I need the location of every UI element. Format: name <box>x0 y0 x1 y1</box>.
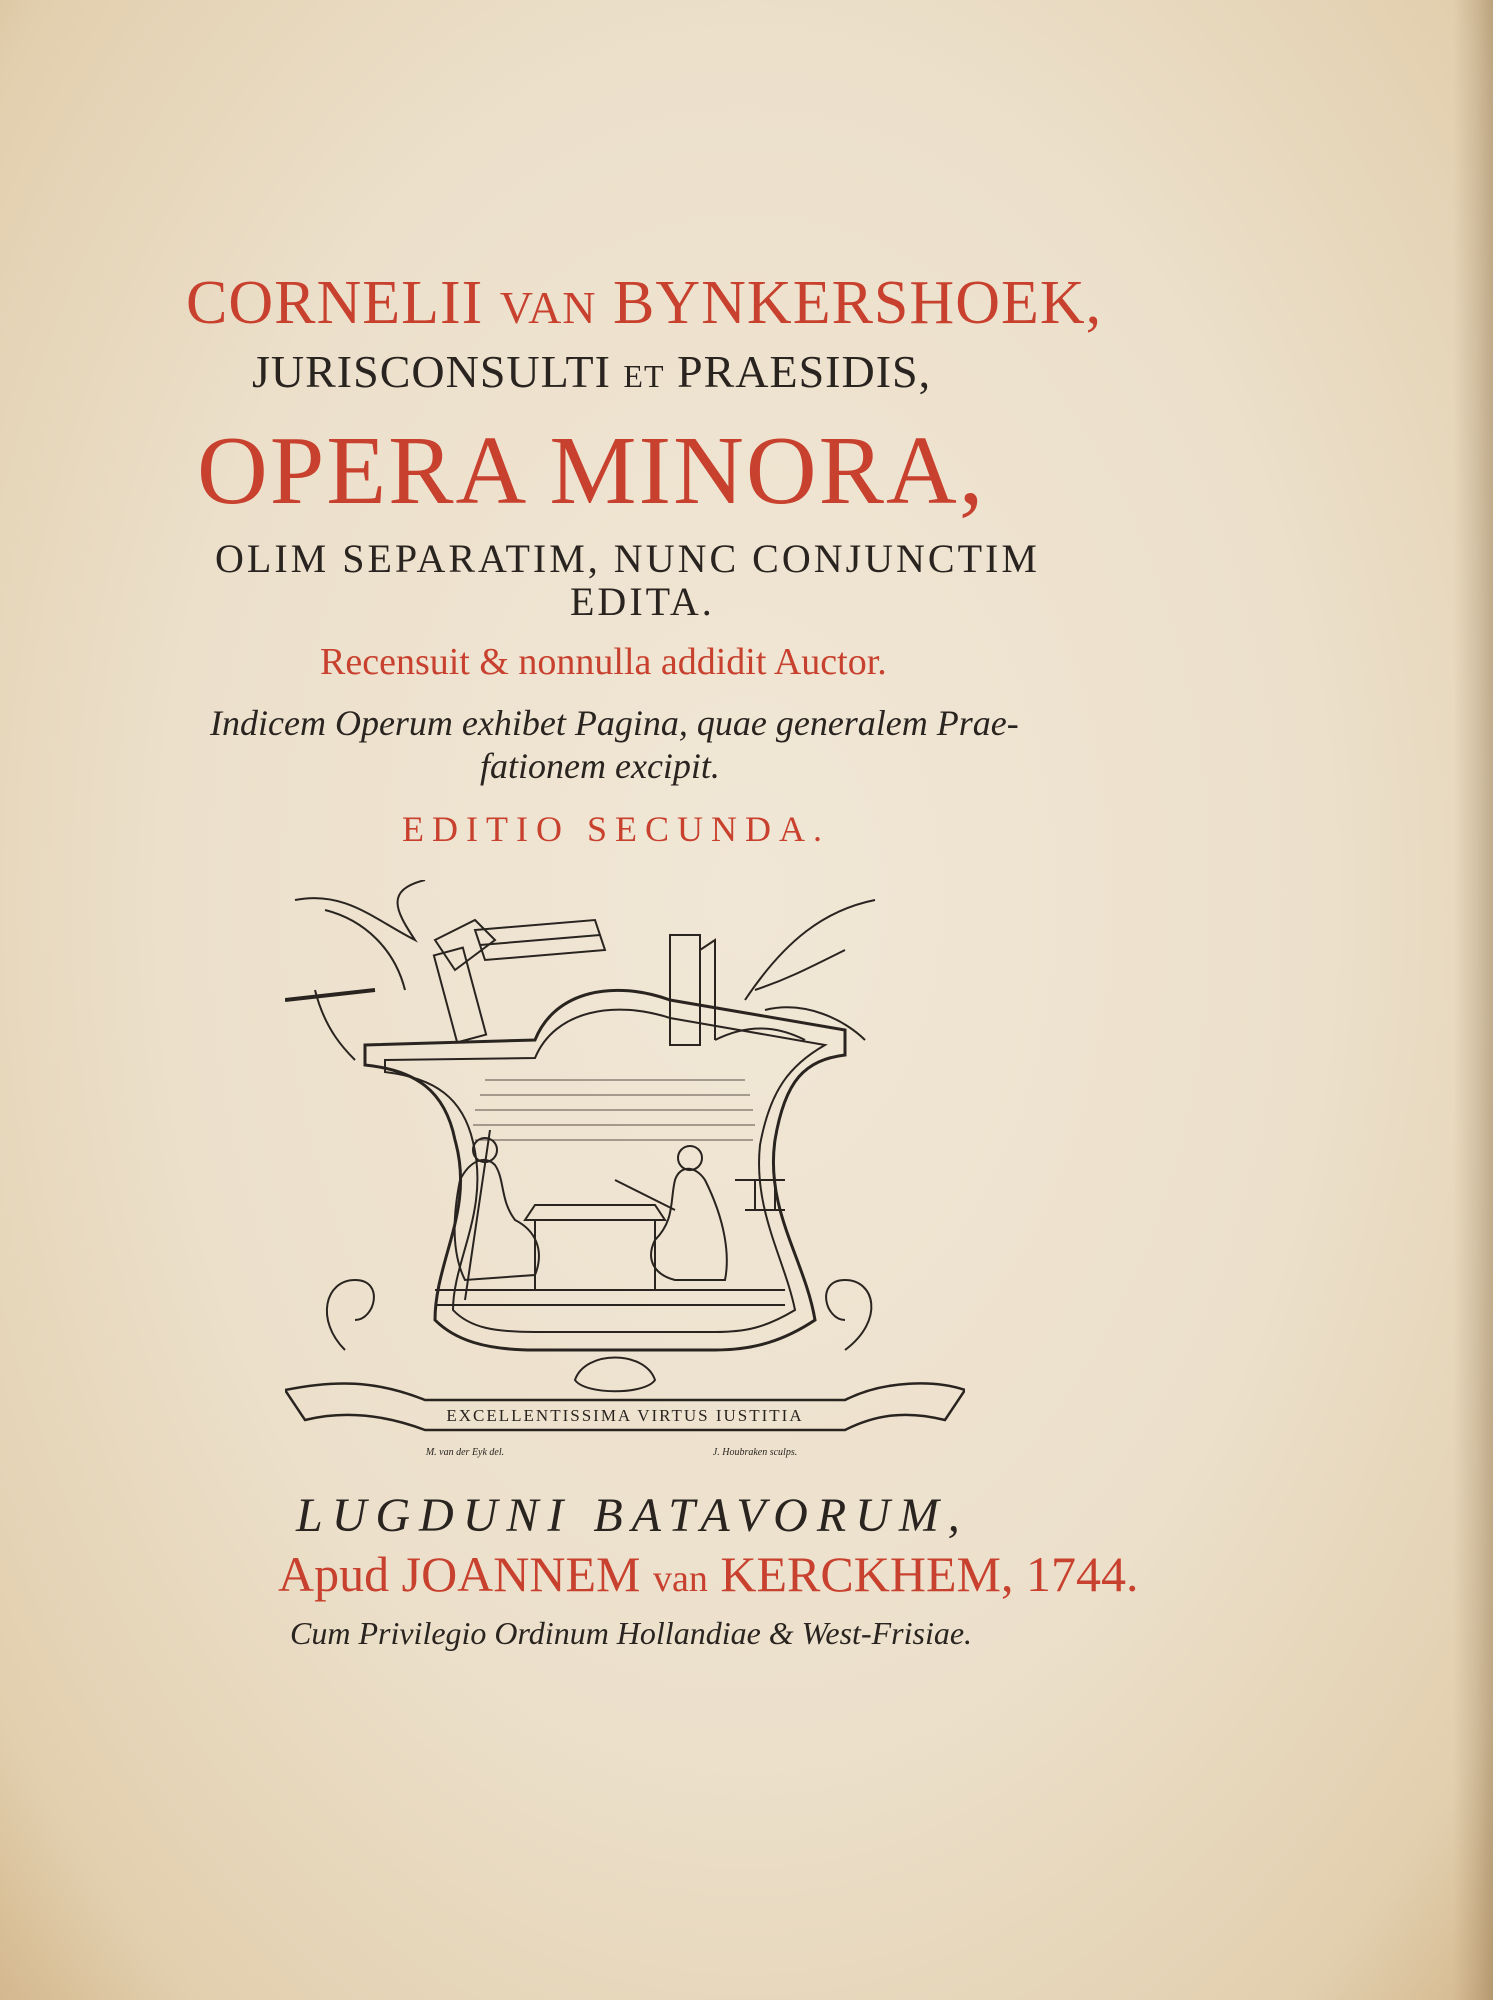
imprint-apud: Apud <box>278 1546 390 1602</box>
index-note-line-2: fationem excipit. <box>480 746 720 786</box>
vignette-banner-text: EXCELLENTISSIMA VIRTUS IUSTITIA <box>446 1406 804 1425</box>
role-line <box>252 345 931 398</box>
index-note-line-1: Indicem Operum exhibet Pagina, quae generalem Prae- <box>210 703 1019 743</box>
imprint-publisher-line <box>278 1545 1138 1603</box>
engraved-vignette <box>285 880 965 1470</box>
recensuit-line: Recensuit & nonnulla addidit Auctor. <box>320 641 887 683</box>
author-line <box>186 268 1102 339</box>
edition-line: EDITIO SECUNDA. <box>402 809 830 849</box>
role-conjunction: ET <box>623 358 665 394</box>
vignette-credit-left: M. van der Eyk del. <box>425 1447 505 1458</box>
imprint-place: LUGDUNI BATAVORUM, <box>296 1489 969 1542</box>
imprint-particle: van <box>653 1558 708 1600</box>
imprint-publisher-first: JOANNEM <box>401 1546 641 1602</box>
role-part2: PRAESIDIS, <box>677 346 932 397</box>
author-particle: VAN <box>499 282 597 333</box>
page-edge-shadow <box>1453 0 1493 2000</box>
subtitle-line-1: OLIM SEPARATIM, NUNC CONJUNCTIM <box>215 536 1040 581</box>
privilege-line: Cum Privilegio Ordinum Hollandiae & West-Frisiae. <box>290 1615 973 1651</box>
author-surname: BYNKERSHOEK, <box>613 269 1103 337</box>
subtitle-line-2: EDITA. <box>570 579 715 624</box>
role-part1: JURISCONSULTI <box>252 346 611 397</box>
imprint-publisher-surname: KERCKHEM, <box>720 1546 1014 1602</box>
imprint-year: 1744. <box>1025 1546 1139 1602</box>
vignette-credit-right: J. Houbraken sculps. <box>712 1447 798 1458</box>
author-first-name: CORNELII <box>186 269 484 337</box>
main-title: OPERA MINORA, <box>197 417 986 525</box>
